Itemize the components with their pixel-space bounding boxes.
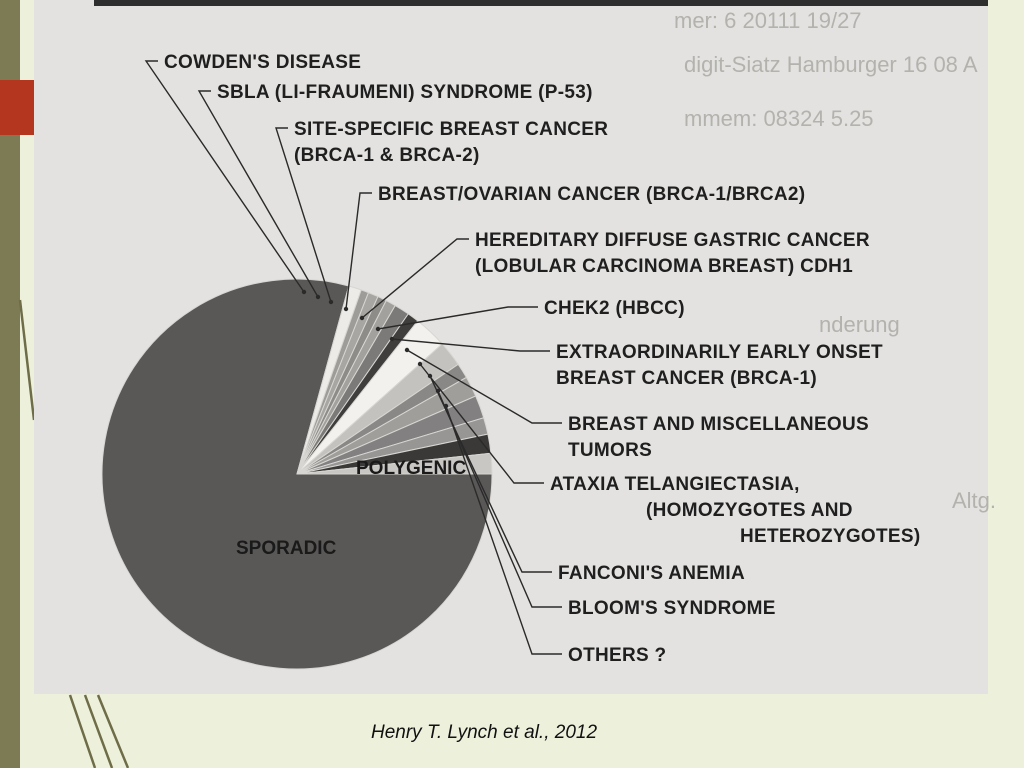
callout-label: BREAST CANCER (BRCA-1): [556, 368, 817, 389]
callout-label: BREAST/OVARIAN CANCER (BRCA-1/BRCA2): [378, 184, 806, 205]
svg-text:mmem: 08324 5.25: mmem: 08324 5.25: [684, 106, 874, 131]
leader-arrowhead: [428, 374, 432, 378]
callout-label: EXTRAORDINARILY EARLY ONSET: [556, 342, 883, 363]
figure-caption: Henry T. Lynch et al., 2012: [371, 722, 598, 743]
svg-text:Altg.: Altg.: [952, 488, 997, 513]
callout-label: (LOBULAR CARCINOMA BREAST) CDH1: [475, 256, 854, 277]
callout-label: BREAST AND MISCELLANEOUS: [568, 414, 870, 435]
polygenic-label: POLYGENIC: [356, 458, 467, 479]
callout-label: OTHERS ?: [568, 645, 667, 666]
svg-text:digit-Siatz Hamburger 16 08 A: digit-Siatz Hamburger 16 08 A: [684, 52, 978, 77]
svg-text:nderung: nderung: [819, 312, 900, 337]
callout-label: HEREDITARY DIFFUSE GASTRIC CANCER: [475, 230, 870, 251]
callout-label: TUMORS: [568, 440, 653, 461]
callout-label: SBLA (LI-FRAUMENI) SYNDROME (P-53): [217, 82, 593, 103]
leader-arrowhead: [418, 362, 422, 366]
leader-arrowhead: [302, 290, 306, 294]
callout-label: COWDEN'S DISEASE: [164, 52, 362, 73]
leader-arrowhead: [316, 295, 320, 299]
callout-label: CHEK2 (HBCC): [544, 298, 685, 319]
callout-label: SITE-SPECIFIC BREAST CANCER: [294, 119, 609, 140]
callout-label: (BRCA-1 & BRCA-2): [294, 145, 480, 166]
sporadic-label: SPORADIC: [236, 538, 337, 559]
leader-arrowhead: [376, 327, 380, 331]
svg-text:mer: 6 20111 19/27: mer: 6 20111 19/27: [674, 8, 862, 33]
callout-label: (HOMOZYGOTES AND: [646, 500, 853, 521]
callout-label: HETEROZYGOTES): [740, 526, 921, 547]
leader-arrowhead: [329, 300, 333, 304]
scanned-figure: [34, 0, 997, 694]
leader-arrowhead: [360, 316, 364, 320]
leader-arrowhead: [344, 307, 348, 311]
leader-arrowhead: [405, 348, 409, 352]
leader-arrowhead: [390, 337, 394, 341]
pie-chart: [34, 0, 997, 694]
callout-label: ATAXIA TELANGIECTASIA,: [550, 474, 800, 495]
leader-arrowhead: [436, 389, 440, 393]
callout-label: BLOOM'S SYNDROME: [568, 598, 776, 619]
leader-arrowhead: [444, 404, 448, 408]
callout-label: FANCONI'S ANEMIA: [558, 563, 746, 584]
